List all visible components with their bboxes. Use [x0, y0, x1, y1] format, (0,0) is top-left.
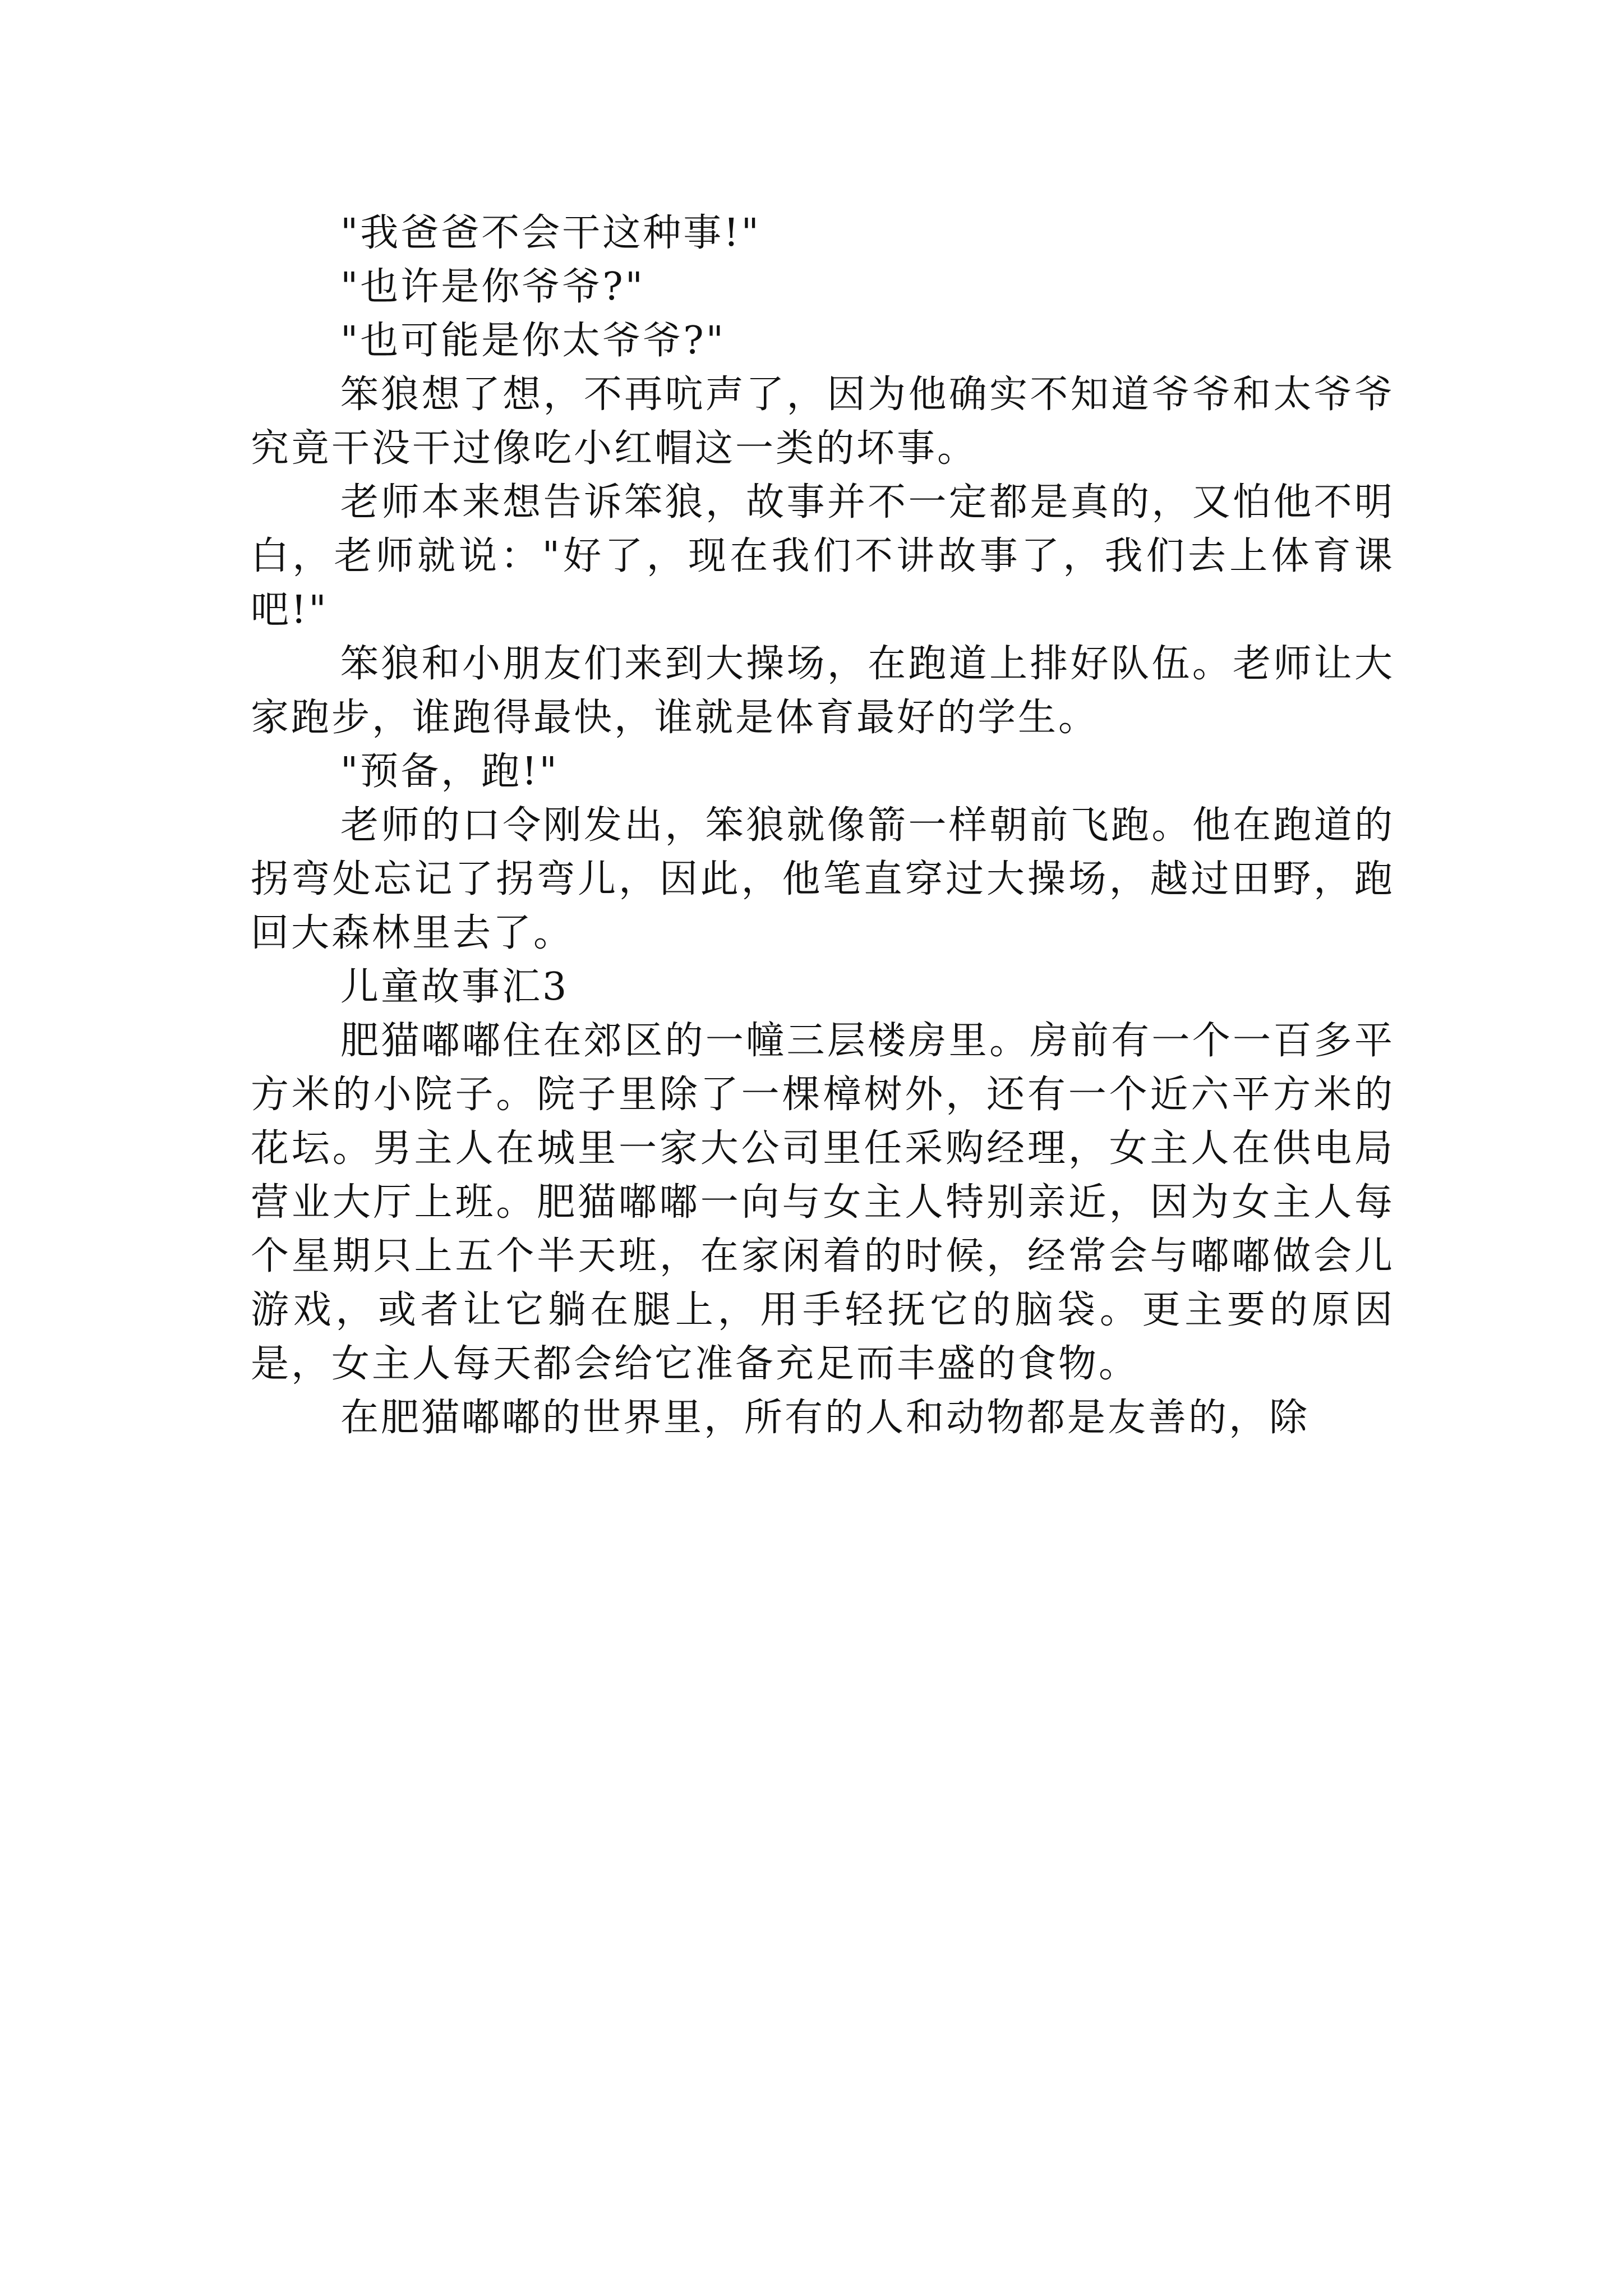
- paragraph: 老师的口令刚发出，笨狼就像箭一样朝前飞跑。他在跑道的拐弯处忘记了拐弯儿，因此，他笔直穿过大操场，越过田野，跑回大森林里去了。: [251, 803, 1395, 955]
- paragraph: 老师本来想告诉笨狼，故事并不一定都是真的，又怕他不明白，老师就说："好了，现在我们不讲故事了，我们去上体育课吧!": [251, 480, 1395, 632]
- paragraph: 笨狼和小朋友们来到大操场，在跑道上排好队伍。老师让大家跑步，谁跑得最快，谁就是体育最好的学生。: [251, 642, 1395, 740]
- paragraph: "预备，跑!": [340, 749, 559, 794]
- paragraph: 在肥猫嘟嘟的世界里，所有的人和动物都是友善的，除: [340, 1396, 1310, 1440]
- paragraph: 笨狼想了想，不再吭声了，因为他确实不知道爷爷和太爷爷究竟干没干过像吃小红帽这一类的坏事。: [251, 372, 1395, 471]
- section-heading: 儿童故事汇3: [340, 965, 569, 1009]
- document-body: [251, 206, 1395, 1445]
- paragraph: "也许是你爷爷?": [340, 265, 645, 309]
- paragraph: "我爸爸不会干这种事!": [340, 211, 761, 255]
- paragraph: 肥猫嘟嘟住在郊区的一幢三层楼房里。房前有一个一百多平方米的小院子。院子里除了一棵樟树外，还有一个近六平方米的花坛。男主人在城里一家大公司里任采购经理，女主人在供电局营业大厅上班。肥猫嘟嘟一向与女主人特别亲近，因为女主人每个星期只上五个半天班，在家闲着的时候，经常会与嘟嘟做会儿游戏，或者让它躺在腿上，用手轻抚它的脑袋。更主要的原因是，女主人每天都会给它准备充足而丰盛的食物。: [251, 1019, 1395, 1386]
- paragraph: "也可能是你太爷爷?": [340, 319, 726, 363]
